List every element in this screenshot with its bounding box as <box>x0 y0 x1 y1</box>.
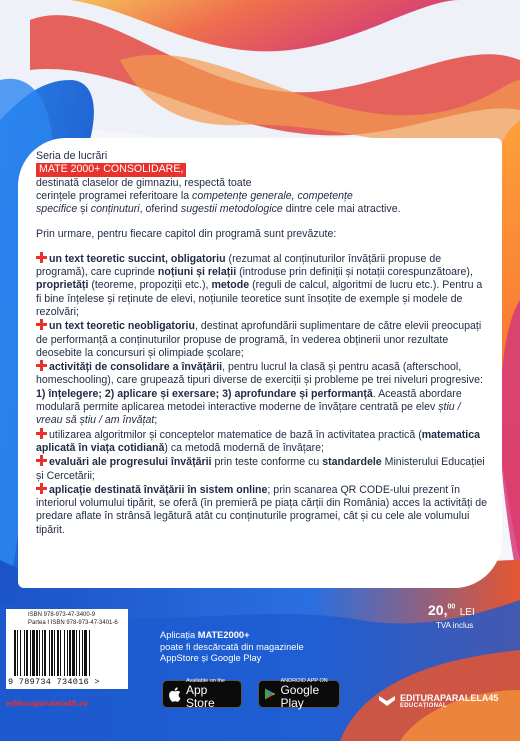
plus-icon <box>36 428 47 439</box>
lead-sentence: Prin urmare, pentru fiecare capitol din programă sunt prevăzute: <box>36 228 337 241</box>
price: 20,00 LEI <box>428 602 475 618</box>
publisher-website[interactable]: edituraparalela45.ro <box>6 698 88 708</box>
intro-line-1: destinată claselor de gimnaziu, respectă toate <box>36 176 252 189</box>
google-play-badge[interactable]: ANDROID APP ON Google Play <box>258 680 340 708</box>
description-block <box>36 150 488 537</box>
list-item: un text teoretic neobligatoriu, destinat aprofundării suplimentare de către elevii preocupați de performanță a conținuturilor propuse de programă, în vederea obținerii unor rezultate deosebite la concursuri și olimpiade școlare; <box>36 320 482 359</box>
isbn-line-2: Partea I ISBN 978-973-47-3401-6 <box>28 620 118 626</box>
plus-icon <box>36 360 47 371</box>
series-title: MATE 2000+ CONSOLIDARE, <box>36 163 186 176</box>
plus-icon <box>36 319 47 330</box>
app-store-badge[interactable]: Available on the App Store <box>162 680 242 708</box>
list-item: aplicație destinată învățării în sistem online; prin scanarea QR CODE-ului prezent în interiorul volumului tipărit, se oferă (în premieră pe piața cărții din România) acces la activități de predare aflate în strânsă legătură atât cu conținuturile programei, cât și cu cele ale volumului tipărit. <box>36 483 488 536</box>
intro-line-3: specifice și conținuturi, oferind sugestii metodologice dintre cele mai atractive. <box>36 203 401 216</box>
publisher-emblem-icon <box>378 692 396 710</box>
plus-icon <box>36 483 47 494</box>
intro-line-2: cerințele programei referitoare la competențe generale, competențe <box>36 189 353 202</box>
barcode <box>12 630 122 676</box>
vat-note: TVA inclus <box>436 621 474 630</box>
series-label: Seria de lucrări <box>36 150 108 162</box>
list-item: un text teoretic succint, obligatoriu (rezumat al conținuturilor învățării propuse de programă), care cuprinde noțiuni și relații (introduse prin definiții și notații corespunzătoare), proprietăți (teoreme, propoziții etc.), metode (reguli de calcul, algoritmi de lucru etc.). Pentru a fi bine înțelese și reținute de elevi, noțiunile teoretice sunt însoțite de exemple și modele de rezolvări; <box>36 252 483 318</box>
apple-icon <box>169 687 181 702</box>
isbn-text <box>28 611 118 627</box>
barcode-number: 9 789734 734016 > <box>8 677 100 687</box>
list-item: utilizarea algoritmilor și conceptelor matematice de bază în activitatea practică (matematica aplicată în viața cotidiană) ca metodă modernă de învățare; <box>36 428 481 454</box>
list-item: evaluări ale progresului învățării prin teste conforme cu standardele Ministerului Educației și Cercetării; <box>36 456 485 482</box>
feature-list <box>36 252 488 537</box>
isbn-line-1: ISBN 978-973-47-3400-9 <box>28 612 96 618</box>
list-item: activități de consolidare a învățării, pentru lucrul la clasă și pentru acasă (afterschool, homeschooling), care grupează tipuri diverse de exerciții și probleme pe trei niveluri progresive: 1) înțelegere; 2) aplicare și exersare; 3) aprofundare și performanță. Această abordare modulară permite aplicarea metodei interactive moderne de învățare centrată pe elev știu / vreau să știu / am învățat; <box>36 361 483 427</box>
plus-icon <box>36 455 47 466</box>
google-play-icon <box>265 687 275 701</box>
publisher-logo: EDITURAPARALELA45 EDUCAȚIONAL <box>378 692 498 710</box>
app-promo: Aplicația MATE2000+ poate fi descărcată din magazinele AppStore și Google Play <box>160 630 304 663</box>
plus-icon <box>36 252 47 263</box>
